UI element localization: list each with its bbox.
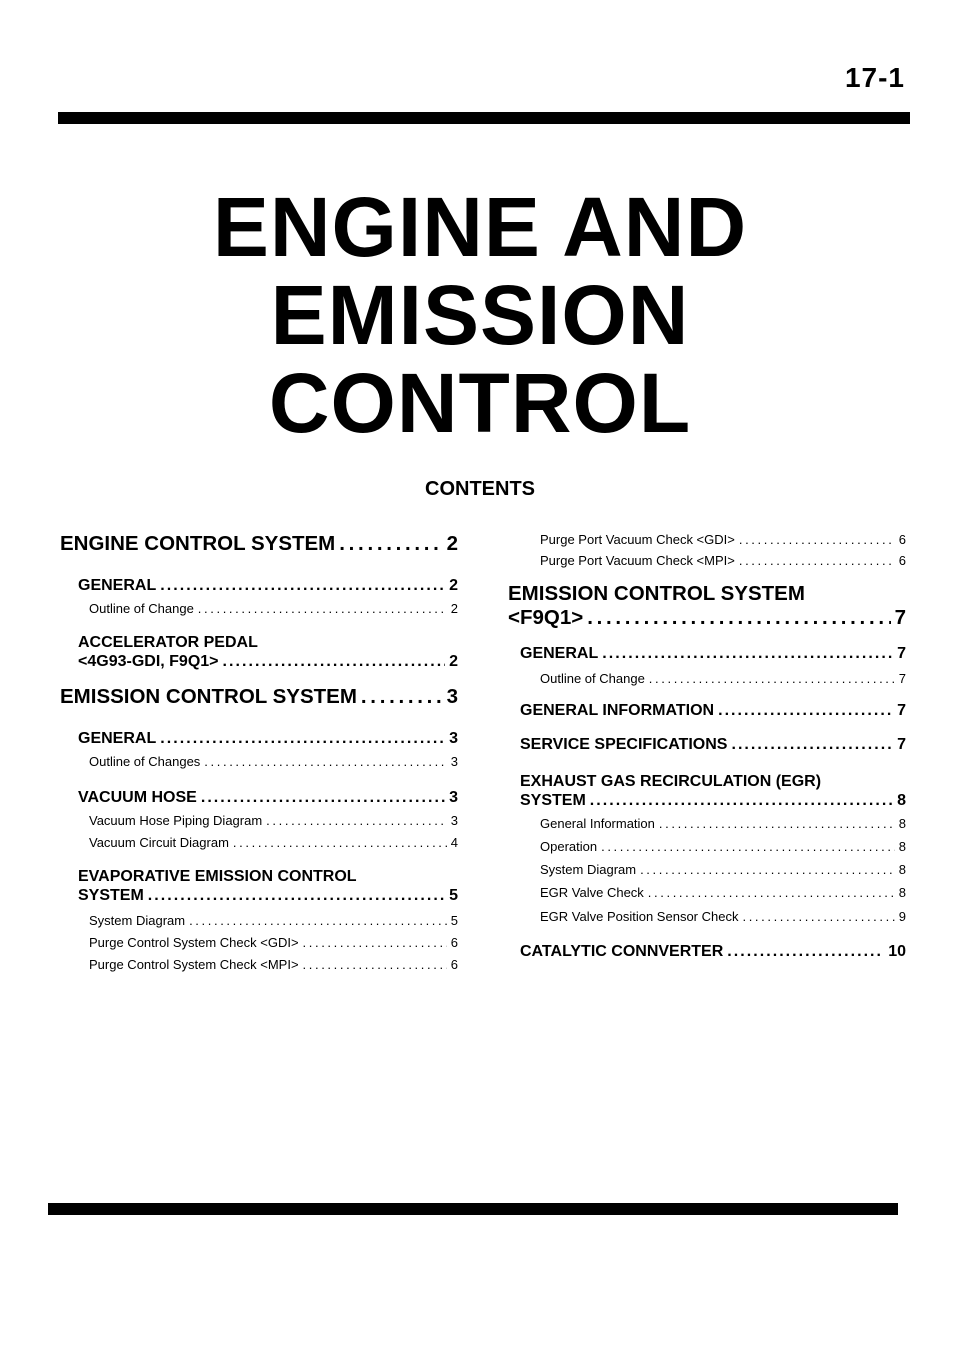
toc-entry-page: 3 xyxy=(449,789,458,806)
toc-entry-title: Vacuum Circuit Diagram xyxy=(89,835,229,850)
dot-leader xyxy=(233,835,447,851)
toc-entry[interactable] xyxy=(89,835,458,851)
toc-entry-row xyxy=(89,813,458,829)
toc-entry[interactable] xyxy=(540,816,906,832)
toc-entry-title: GENERAL xyxy=(520,645,599,662)
toc-entry-title: System Diagram xyxy=(540,862,637,877)
dot-leader xyxy=(602,644,893,663)
toc-entry-row xyxy=(508,606,906,630)
toc-entry-title: General Information xyxy=(540,816,655,831)
toc-entry-row xyxy=(89,835,458,851)
toc-entry-page: 7 xyxy=(898,671,906,686)
toc-entry-title: EGR Valve Check xyxy=(540,885,644,900)
dot-leader xyxy=(189,913,447,929)
toc-entry-page: 10 xyxy=(888,943,906,960)
toc-entry-title: <F9Q1> xyxy=(508,606,584,629)
title-line: CONTROL xyxy=(268,356,692,450)
toc-entry-title: GENERAL xyxy=(78,730,157,747)
toc-entry-title-line: EXHAUST GAS RECIRCULATION (EGR) xyxy=(520,773,822,790)
toc-entry-title: EGR Valve Position Sensor Check xyxy=(540,909,739,924)
toc-entry-title: Purge Control System Check <MPI> xyxy=(89,957,299,972)
toc-entry[interactable] xyxy=(78,633,458,671)
toc-entry-row xyxy=(89,913,458,929)
toc-entry-title: ENGINE CONTROL SYSTEM xyxy=(60,532,336,555)
toc-entry[interactable] xyxy=(78,729,458,748)
toc-entry-page: 5 xyxy=(450,913,458,928)
toc-entry[interactable] xyxy=(540,839,906,855)
title-line: EMISSION xyxy=(270,268,690,362)
dot-leader xyxy=(303,935,447,951)
toc-entry-page: 4 xyxy=(450,835,458,850)
top-rule xyxy=(58,112,910,124)
toc-entry-row xyxy=(520,701,906,720)
dot-leader xyxy=(148,886,445,905)
chapter-title xyxy=(0,180,960,450)
toc-entry-row xyxy=(60,685,458,709)
dot-leader xyxy=(160,576,445,595)
toc-entry-title: Outline of Change xyxy=(89,601,194,616)
toc-entry-row xyxy=(89,957,458,973)
toc-entry-title: GENERAL INFORMATION xyxy=(520,702,715,719)
dot-leader xyxy=(303,957,447,973)
toc-entry-row xyxy=(540,839,906,855)
dot-leader xyxy=(204,754,446,770)
toc-entry-page: 6 xyxy=(898,532,906,547)
dot-leader xyxy=(640,862,895,878)
toc-entry-row xyxy=(60,532,458,556)
toc-entry-page: 7 xyxy=(897,645,906,662)
toc-entry-row xyxy=(89,754,458,770)
toc-entry-row xyxy=(520,791,906,810)
toc-left-column xyxy=(60,532,458,973)
toc-entry-row xyxy=(78,788,458,807)
toc-entry-row xyxy=(89,935,458,951)
toc-entry-page: 2 xyxy=(446,532,458,555)
toc-entry-title: CATALYTIC CONNVERTER xyxy=(520,943,724,960)
toc-entry[interactable] xyxy=(89,813,458,829)
toc-entry-title: Outline of Changes xyxy=(89,754,201,769)
contents-heading: CONTENTS xyxy=(425,478,535,500)
dot-leader xyxy=(590,791,893,810)
toc-entry[interactable] xyxy=(540,885,906,901)
toc-entry-title: Purge Port Vacuum Check <GDI> xyxy=(540,532,735,547)
toc-entry-row xyxy=(78,886,458,905)
toc-entry-row xyxy=(78,576,458,595)
dot-leader xyxy=(739,532,895,548)
toc-entry-title: SYSTEM xyxy=(78,887,144,904)
toc-entry-page: 7 xyxy=(897,736,906,753)
toc-entry[interactable] xyxy=(520,735,906,754)
toc-entry[interactable] xyxy=(89,913,458,929)
toc-entry-page: 2 xyxy=(449,577,458,594)
toc-entry[interactable] xyxy=(540,532,906,548)
dot-leader xyxy=(731,735,893,754)
dot-leader xyxy=(198,601,447,617)
toc-entry-page: 6 xyxy=(898,553,906,568)
toc-entry-row xyxy=(540,671,906,687)
toc-entry-row xyxy=(520,942,906,961)
toc-entry[interactable] xyxy=(508,582,906,630)
toc-entry[interactable] xyxy=(520,772,906,810)
toc-entry[interactable] xyxy=(520,644,906,663)
toc-entry-title-line: EVAPORATIVE EMISSION CONTROL xyxy=(78,868,357,885)
toc-entry-row xyxy=(78,729,458,748)
toc-entry-page: 7 xyxy=(894,606,906,629)
dot-leader xyxy=(223,652,446,671)
toc-entry[interactable] xyxy=(60,685,458,709)
dot-leader xyxy=(659,816,895,832)
title-line: ENGINE AND xyxy=(212,180,748,274)
toc-entry-title-line: EMISSION CONTROL SYSTEM xyxy=(508,582,805,605)
toc-entry-title: SYSTEM xyxy=(520,792,586,809)
toc-entry-title: System Diagram xyxy=(89,913,186,928)
toc-entry[interactable] xyxy=(540,862,906,878)
toc-entry-page: 3 xyxy=(450,813,458,828)
dot-leader xyxy=(727,942,884,961)
toc-entry[interactable] xyxy=(89,754,458,770)
toc-entry-page: 8 xyxy=(898,862,906,877)
toc-entry-page: 8 xyxy=(898,839,906,854)
toc-entry-row xyxy=(540,532,906,548)
toc-entry-title: <4G93-GDI, F9Q1> xyxy=(78,653,219,670)
dot-leader xyxy=(718,701,893,720)
toc-entry-page: 8 xyxy=(898,816,906,831)
toc-entry[interactable] xyxy=(78,788,458,807)
page-number: 17-1 xyxy=(844,62,905,93)
toc-entry-row xyxy=(540,862,906,878)
toc-entry-page: 3 xyxy=(449,730,458,747)
dot-leader xyxy=(601,839,895,855)
toc-entry-title: Operation xyxy=(540,839,598,854)
toc-entry-row xyxy=(540,553,906,569)
toc-entry-row xyxy=(78,652,458,671)
dot-leader xyxy=(649,671,895,687)
toc-entry[interactable] xyxy=(78,576,458,595)
toc-entry-row xyxy=(540,885,906,901)
bottom-rule xyxy=(48,1203,898,1215)
toc-entry[interactable] xyxy=(520,942,906,961)
toc-entry[interactable] xyxy=(540,671,906,687)
toc-entry-page: 7 xyxy=(897,702,906,719)
dot-leader xyxy=(361,685,443,709)
dot-leader xyxy=(339,532,442,556)
toc-entry-row xyxy=(520,644,906,663)
toc-entry-page: 8 xyxy=(897,792,906,809)
toc-entry-title: GENERAL xyxy=(78,577,157,594)
toc-entry-row xyxy=(540,816,906,832)
toc-entry-page: 6 xyxy=(450,957,458,972)
toc-entry-title: Vacuum Hose Piping Diagram xyxy=(89,813,263,828)
toc-entry[interactable] xyxy=(89,935,458,951)
toc-entry[interactable] xyxy=(60,532,458,556)
toc-entry-title-line: ACCELERATOR PEDAL xyxy=(78,634,258,651)
dot-leader xyxy=(201,788,445,807)
toc-entry-row xyxy=(540,909,906,925)
toc-entry-title: EMISSION CONTROL SYSTEM xyxy=(60,685,357,708)
dot-leader xyxy=(266,813,447,829)
dot-leader xyxy=(739,553,895,569)
toc-entry-row xyxy=(89,601,458,617)
dot-leader xyxy=(160,729,445,748)
toc-entry-page: 2 xyxy=(449,653,458,670)
toc-entry-page: 3 xyxy=(446,685,458,708)
toc-entry-page: 3 xyxy=(450,754,458,769)
toc-entry-title: VACUUM HOSE xyxy=(78,789,197,806)
toc-right-column xyxy=(508,532,906,961)
dot-leader xyxy=(742,909,894,925)
dot-leader xyxy=(587,606,890,630)
toc-entry-title: Purge Port Vacuum Check <MPI> xyxy=(540,553,735,568)
toc-entry-page: 5 xyxy=(449,887,458,904)
toc-entry[interactable] xyxy=(540,553,906,569)
dot-leader xyxy=(648,885,895,901)
toc-entry-page: 9 xyxy=(898,909,906,924)
toc-entry-page: 2 xyxy=(450,601,458,616)
toc-entry-title: Outline of Change xyxy=(540,671,645,686)
toc-entry-title: Purge Control System Check <GDI> xyxy=(89,935,299,950)
toc-entry[interactable] xyxy=(89,957,458,973)
toc-entry-row xyxy=(520,735,906,754)
toc-entry-page: 6 xyxy=(450,935,458,950)
toc-entry[interactable] xyxy=(520,701,906,720)
toc-entry[interactable] xyxy=(89,601,458,617)
toc-entry[interactable] xyxy=(78,867,458,905)
toc-entry-page: 8 xyxy=(898,885,906,900)
toc-entry[interactable] xyxy=(540,909,906,925)
toc-entry-title: SERVICE SPECIFICATIONS xyxy=(520,736,728,753)
